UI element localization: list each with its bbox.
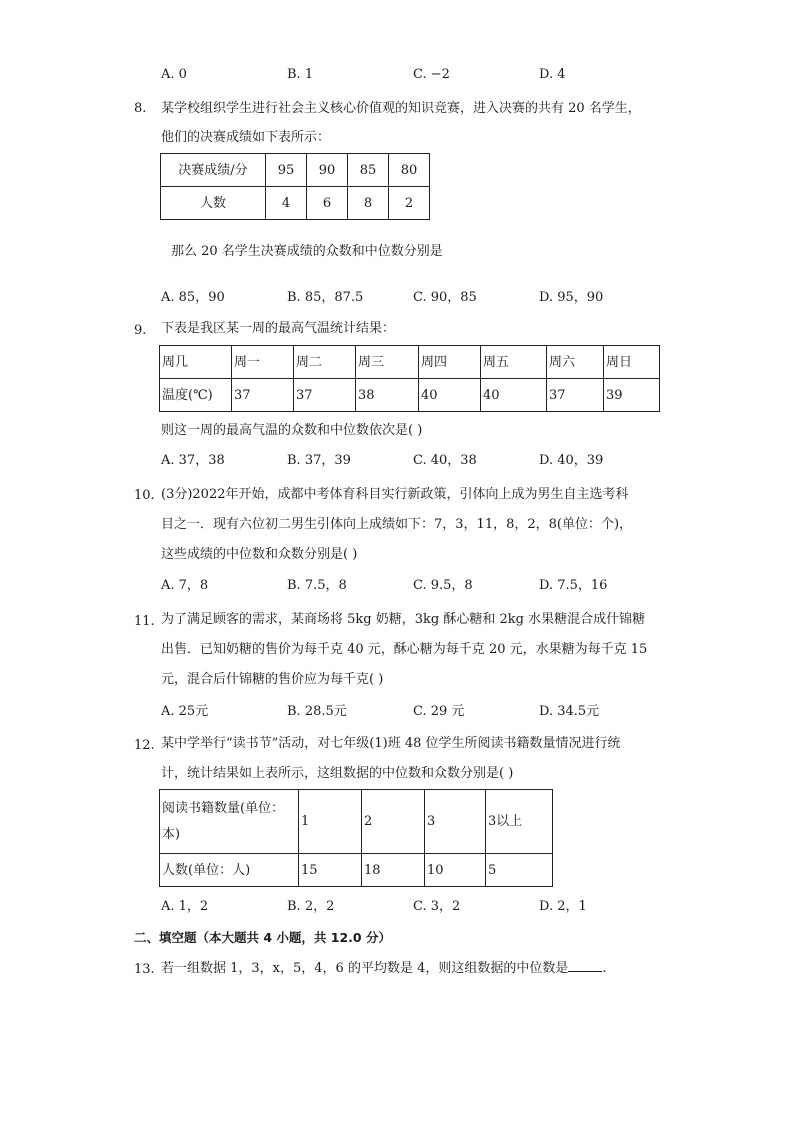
q13-text [161,959,607,978]
table-cell: 37 [232,379,294,412]
table-row [160,346,660,379]
table-cell: 周四 [419,346,481,379]
table-cell: 40 [481,379,547,412]
q12-header-line1: 阅读书籍数量(单位： [162,800,285,816]
q11-option-b: B. 28.5元 [287,704,347,719]
q11-line1: 为了满足顾客的需求，某商场将 5kg 奶糖，3kg 酥心糖和 2kg 水果糖混合成什锦糖 [161,612,646,627]
q8-option-a: A. 85，90 [161,290,225,305]
table-cell: 15 [299,854,362,887]
table-cell: 39 [604,379,660,412]
table-row [160,379,660,412]
q13-text-after: . [602,961,607,976]
q11-option-d: D. 34.5元 [539,704,600,719]
table-cell: 38 [356,379,419,412]
table-cell: 周三 [356,346,419,379]
table-cell: 决赛成绩/分 [161,154,266,187]
table-cell: 2 [362,790,425,854]
q10-option-c: C. 9.5，8 [413,578,473,593]
table-cell: 80 [389,154,430,187]
q10-line2: 目之一．现有六位初二男生引体向上成绩如下：7，3，11，8，2，8(单位：个)， [161,517,633,532]
table-cell: 5 [486,854,553,887]
q11-line2: 出售．已知奶糖的售价为每千克 40 元，酥心糖为每千克 20 元，水果糖为每千克 15 [161,642,648,657]
table-cell: 2 [389,187,430,220]
q12-option-c: C. 3，2 [413,899,461,914]
table-row [161,154,430,187]
table-cell: 人数 [161,187,266,220]
q12-option-d: D. 2，1 [539,899,587,914]
q10-option-b: B. 7.5，8 [287,578,347,593]
q12-option-b: B. 2，2 [287,899,335,914]
table-cell: 周日 [604,346,660,379]
table-cell: 人数(单位：人) [160,854,299,887]
q9-question: 则这一周的最高气温的众数和中位数依次是( ) [161,423,423,438]
q9-option-d: D. 40，39 [539,453,604,468]
table-cell: 周二 [294,346,356,379]
q8-option-b: B. 85，87.5 [287,290,364,305]
table-cell: 3以上 [486,790,553,854]
q10-line1: (3分)2022年开始，成都中考体育科目实行新政策，引体向上成为男生自主选考科 [161,487,629,502]
table-cell: 6 [307,187,348,220]
q8-line2: 他们的决赛成绩如下表所示： [161,130,331,145]
q8-score-table [160,153,430,220]
q9-line1: 下表是我区某一周的最高气温统计结果： [161,321,396,336]
q11-line3: 元，混合后什锦糖的售价应为每千克( ) [161,672,384,687]
q12-option-a: A. 1，2 [161,899,209,914]
q10-number: 10. [134,488,155,503]
table-cell: 8 [348,187,389,220]
q8-option-d: D. 95，90 [539,290,604,305]
table-cell: 37 [294,379,356,412]
q12-line1: 某中学举行“读书节”活动，对七年级(1)班 48 位学生所阅读书籍数量情况进行统 [161,736,621,751]
table-cell [160,790,299,854]
q9-temperature-table [159,345,660,412]
q7-option-a: A. 0 [161,67,187,82]
q11-number: 11. [134,614,155,629]
q8-number: 8. [134,101,147,116]
q10-option-a: A. 7，8 [161,578,209,593]
table-cell: 1 [299,790,362,854]
q8-option-c: C. 90，85 [413,290,477,305]
q9-option-a: A. 37，38 [161,453,225,468]
table-cell: 温度(℃) [160,379,232,412]
table-cell: 10 [425,854,486,887]
q10-option-d: D. 7.5，16 [539,578,608,593]
q7-option-b: B. 1 [287,67,314,82]
q9-option-b: B. 37，39 [287,453,351,468]
table-cell: 周五 [481,346,547,379]
table-row [160,854,553,887]
q8-line1: 某学校组织学生进行社会主义核心价值观的知识竞赛，进入决赛的共有 20 名学生， [161,101,641,116]
q12-line2: 计，统计结果如上表所示，这组数据的中位数和众数分别是( ) [161,766,514,781]
q9-option-c: C. 40，38 [413,453,477,468]
q7-option-d: D. 4 [539,67,566,82]
section-title-fill-blank: 二、填空题（本大题共 4 小题，共 12.0 分） [134,930,391,945]
q12-header-line2: 本) [162,826,181,842]
q12-reading-table [159,789,553,887]
q12-number: 12. [134,738,155,753]
table-cell: 90 [307,154,348,187]
table-cell: 周六 [547,346,604,379]
table-cell: 85 [348,154,389,187]
q11-option-a: A. 25元 [161,704,209,719]
q11-option-c: C. 29 元 [413,704,465,719]
table-cell: 周几 [160,346,232,379]
q9-number: 9. [134,323,147,338]
q13-text-before: 若一组数据 1，3，x，5，4，6 的平均数是 4，则这组数据的中位数是 [161,961,569,976]
q10-line3: 这些成绩的中位数和众数分别是( ) [161,547,358,562]
q7-option-c: C. −2 [413,67,450,82]
table-row [161,187,430,220]
table-row [160,790,553,854]
table-cell: 周一 [232,346,294,379]
table-cell: 37 [547,379,604,412]
answer-blank [568,959,602,972]
table-cell: 40 [419,379,481,412]
q8-question: 那么 20 名学生决赛成绩的众数和中位数分别是 [171,244,443,259]
table-cell: 95 [266,154,307,187]
table-cell: 4 [266,187,307,220]
table-cell: 3 [425,790,486,854]
table-cell: 18 [362,854,425,887]
q13-number: 13. [134,962,155,977]
